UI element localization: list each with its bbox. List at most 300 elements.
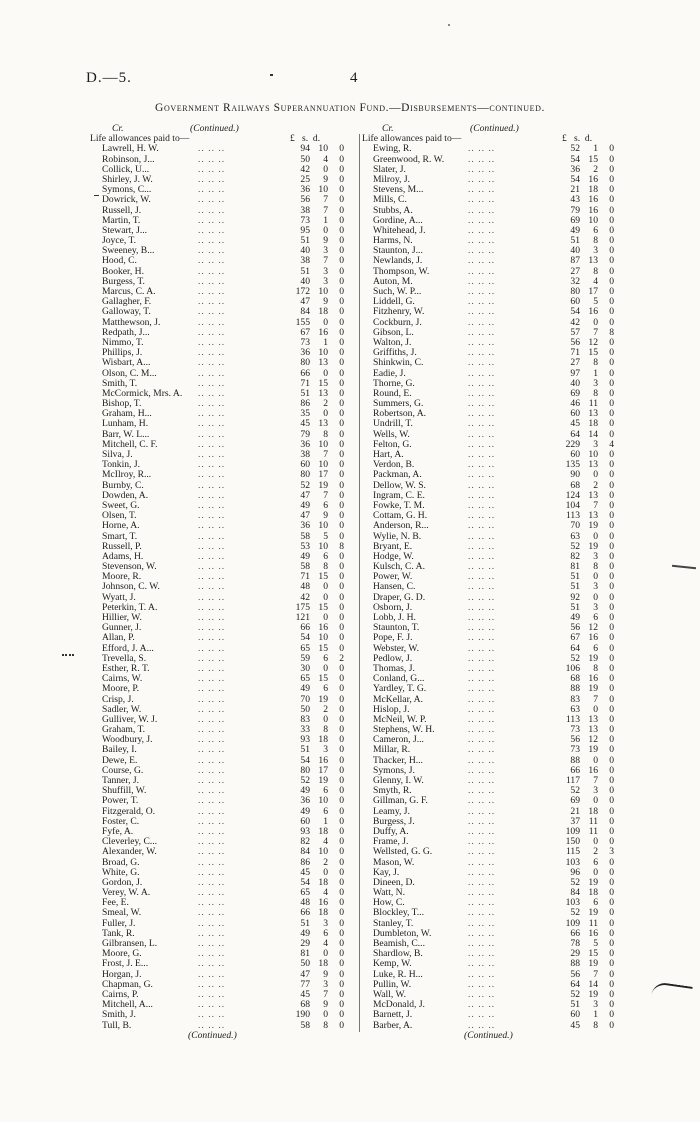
amount-shillings: 1 (593, 367, 598, 379)
allowance-row (90, 684, 358, 694)
payee-name: Moore, R. (102, 571, 142, 583)
allowance-row (90, 847, 358, 857)
amount-pounds: 117 (565, 775, 580, 786)
payee-name: Leamy, J. (373, 805, 410, 817)
amount-pence: 0 (339, 999, 344, 1011)
amount-pence: 0 (609, 336, 614, 348)
leader-dots: .. .. .. (198, 1019, 226, 1031)
amount-pence: 0 (339, 601, 344, 613)
amount-pence: 0 (609, 866, 614, 878)
amount-shillings: 1 (593, 1009, 598, 1021)
amount-shillings: 17 (318, 764, 328, 776)
amount-pounds: 51 (300, 265, 310, 277)
leader-dots: .. .. .. (198, 347, 226, 359)
amount-shillings: 0 (323, 163, 328, 175)
amount-shillings: 15 (588, 347, 598, 359)
leader-dots: .. .. .. (198, 775, 226, 786)
amount-shillings: 10 (318, 184, 328, 196)
amount-shillings: 15 (318, 673, 328, 685)
payee-name: Gordine, A... (373, 214, 423, 226)
leader-dots: .. .. .. (198, 173, 226, 185)
payee-name: Barber, A. (373, 1019, 413, 1031)
amount-pence: 0 (339, 286, 344, 297)
payee-name: Frost, J. E... (102, 958, 149, 970)
amount-pence: 0 (339, 805, 344, 817)
allowance-row (362, 358, 626, 368)
amount-pence: 0 (339, 581, 344, 593)
payee-name: Woodbury, J. (102, 734, 153, 746)
amount-pounds: 73 (300, 214, 310, 226)
amount-pounds: 88 (570, 754, 580, 766)
amount-pence: 0 (609, 489, 614, 501)
amount-shillings: 13 (588, 489, 598, 501)
amount-shillings: 13 (318, 418, 328, 430)
amount-pence: 0 (609, 214, 614, 226)
amount-pounds: 48 (300, 897, 310, 909)
amount-pence: 0 (609, 398, 614, 410)
leader-dots: .. .. .. (198, 316, 226, 328)
amount-pence: 0 (609, 153, 614, 165)
amount-shillings: 18 (318, 907, 328, 919)
payee-name: Course, G. (102, 764, 144, 776)
payee-name: Symons, C... (102, 184, 152, 196)
amount-pence: 0 (609, 286, 614, 297)
amount-pounds: 47 (300, 489, 310, 501)
amount-shillings: 18 (588, 418, 598, 430)
amount-pounds: 45 (300, 988, 310, 1000)
amount-pence: 0 (609, 449, 614, 460)
payee-name: Wells, W. (373, 428, 410, 440)
payee-name: Gunner, J. (102, 622, 142, 634)
amount-pence: 4 (609, 438, 614, 450)
amount-pence: 0 (339, 907, 344, 919)
leader-dots: .. .. .. (198, 713, 226, 725)
leader-dots: .. .. .. (198, 673, 226, 685)
leader-dots: .. .. .. (198, 367, 226, 379)
amount-pounds: 90 (570, 469, 580, 481)
amount-pounds: 96 (570, 866, 580, 878)
printer-mark (270, 74, 273, 76)
amount-pence: 0 (609, 204, 614, 216)
leader-dots: .. .. .. (198, 469, 226, 481)
leader-dots: .. .. .. (468, 999, 496, 1011)
leader-dots: .. .. .. (198, 978, 226, 990)
amount-shillings: 3 (323, 245, 328, 257)
amount-pence: 0 (339, 459, 344, 471)
amount-pounds: 64 (570, 428, 580, 440)
leader-dots: .. .. .. (468, 978, 496, 990)
amount-shillings: 16 (318, 326, 328, 338)
payee-name: Newlands, J. (373, 255, 423, 267)
amount-shillings: 13 (588, 510, 598, 522)
margin-scratch (651, 981, 693, 1000)
amount-pounds: 66 (300, 367, 310, 379)
amount-pounds: 63 (570, 703, 580, 715)
amount-pence: 0 (339, 978, 344, 990)
amount-pence: 0 (609, 713, 614, 725)
payee-name: Such, W. P... (373, 286, 422, 297)
amount-pounds: 50 (300, 958, 310, 970)
amount-pence: 0 (339, 856, 344, 868)
amount-pence: 0 (609, 968, 614, 980)
allowance-row (362, 1010, 626, 1020)
amount-shillings: 19 (588, 988, 598, 1000)
amount-pounds: 172 (295, 286, 310, 297)
payee-name: Fee, E. (102, 897, 129, 909)
amount-pence: 0 (609, 703, 614, 715)
payee-name: Packman, A. (373, 469, 422, 481)
amount-shillings: 19 (588, 540, 598, 552)
payee-name: Ingram, C. E. (373, 489, 425, 501)
payee-name: McKellar, A. (373, 693, 423, 705)
amount-pounds: 87 (570, 255, 580, 267)
payee-name: Wellsted, G. G. (373, 846, 433, 858)
amount-pence: 0 (339, 887, 344, 899)
amount-pounds: 88 (570, 958, 580, 970)
margin-scratch (672, 565, 696, 569)
amount-shillings: 3 (593, 601, 598, 613)
amount-pence: 0 (609, 622, 614, 634)
payee-name: Gordon, J. (102, 876, 143, 888)
payee-name: Shirley, J. W. (102, 173, 153, 185)
amount-pounds: 70 (570, 520, 580, 532)
payee-name: Symons, J. (373, 764, 415, 776)
payee-name: Milroy, J. (373, 173, 410, 185)
payee-name: Shinkwin, C. (373, 357, 424, 369)
payee-name: Lunham, H. (102, 418, 149, 430)
amount-pounds: 71 (300, 377, 310, 389)
amount-pounds: 86 (300, 398, 310, 410)
amount-pounds: 60 (570, 1009, 580, 1021)
payee-name: Stevens, M... (373, 184, 424, 196)
payee-name: Staunton, T. (373, 622, 420, 634)
amount-shillings: 18 (588, 184, 598, 196)
amount-pence: 0 (609, 673, 614, 685)
amount-pounds: 27 (570, 265, 580, 277)
amount-shillings: 3 (593, 438, 598, 450)
leader-dots: .. .. .. (198, 612, 226, 623)
amount-pence: 0 (609, 265, 614, 277)
amount-pence: 0 (609, 805, 614, 817)
amount-shillings: 10 (588, 214, 598, 226)
amount-pounds: 66 (300, 622, 310, 634)
amount-pence: 0 (339, 632, 344, 644)
leader-dots: .. .. .. (468, 316, 496, 328)
amount-pounds: 84 (570, 887, 580, 899)
amount-pence: 0 (609, 316, 614, 328)
leader-dots: .. .. .. (198, 948, 226, 960)
payee-name: Matthewson, J. (102, 316, 161, 328)
leader-dots: .. .. .. (468, 357, 496, 369)
payee-name: Johnson, C. W. (102, 581, 160, 593)
leader-dots: .. .. .. (468, 540, 496, 552)
amount-shillings: 7 (323, 489, 328, 501)
payee-name: Wylie, N. B. (373, 530, 422, 542)
amount-pence: 0 (609, 825, 614, 837)
amount-pounds: 60 (570, 449, 580, 460)
amount-pence: 0 (609, 184, 614, 196)
payee-name: Slater, J. (373, 163, 406, 175)
payee-name: How, C. (373, 897, 405, 909)
payee-name: Horne, A. (102, 520, 140, 532)
amount-pence: 0 (609, 550, 614, 562)
payee-name: Pedlow, J. (373, 652, 413, 664)
amount-pence: 0 (339, 173, 344, 185)
amount-shillings: 7 (593, 499, 598, 511)
amount-shillings: 6 (323, 652, 328, 664)
amount-pounds: 64 (570, 642, 580, 654)
leader-dots: .. .. .. (468, 683, 496, 695)
page-reference: D.—5. (86, 70, 132, 86)
amount-pounds: 54 (300, 754, 310, 766)
amount-shillings: 8 (593, 561, 598, 573)
payee-name: Mills, C. (373, 194, 407, 206)
leader-dots: .. .. .. (198, 897, 226, 909)
leader-dots: .. .. .. (198, 999, 226, 1011)
payee-name: White, G. (102, 866, 140, 878)
amount-pence: 0 (339, 469, 344, 481)
amount-pence: 0 (339, 499, 344, 511)
amount-shillings: 13 (588, 408, 598, 420)
leader-dots: .. .. .. (198, 428, 226, 440)
payee-name: Undrill, T. (373, 418, 413, 430)
payee-name: Galloway, T. (102, 306, 151, 318)
payee-name: Round, E. (373, 387, 412, 399)
amount-pence: 0 (609, 1009, 614, 1021)
payee-name: McNeil, W. P. (373, 713, 427, 725)
leader-dots: .. .. .. (468, 988, 496, 1000)
amount-shillings: 16 (588, 673, 598, 685)
payee-name: Chapman, G. (102, 978, 153, 990)
amount-pence: 0 (339, 530, 344, 542)
leader-dots: .. .. .. (468, 744, 496, 756)
payee-name: Robinson, J... (102, 153, 155, 165)
amount-shillings: 19 (588, 652, 598, 664)
amount-pence: 0 (609, 836, 614, 848)
leader-dots: .. .. .. (468, 336, 496, 348)
leader-dots: .. .. .. (198, 275, 226, 287)
amount-shillings: 9 (323, 999, 328, 1011)
payee-name: Dewe, E. (102, 754, 138, 766)
amount-pence: 0 (609, 693, 614, 705)
amount-pounds: 46 (570, 398, 580, 410)
leader-dots: .. .. .. (198, 387, 226, 399)
leader-dots: .. .. .. (468, 459, 496, 471)
leader-dots: .. .. .. (198, 805, 226, 817)
payee-name: Bishop, T. (102, 398, 142, 410)
payee-name: Burnby, C. (102, 479, 144, 491)
amount-pounds: 58 (300, 1019, 310, 1031)
amount-pence: 0 (609, 927, 614, 939)
amount-shillings: 18 (318, 958, 328, 970)
payee-name: Shuffill, W. (102, 785, 147, 797)
amount-pounds: 21 (570, 805, 580, 817)
amount-shillings: 16 (588, 306, 598, 318)
leader-dots: .. .. .. (468, 214, 496, 226)
amount-pence: 0 (609, 988, 614, 1000)
leader-dots: .. .. .. (198, 224, 226, 236)
leader-dots: .. .. .. (198, 876, 226, 888)
amount-shillings: 0 (323, 1009, 328, 1021)
amount-shillings: 2 (593, 479, 598, 491)
payee-name: Cairns, P. (102, 988, 139, 1000)
amount-shillings: 7 (593, 775, 598, 786)
amount-pounds: 109 (565, 917, 580, 929)
leader-dots: .. .. .. (198, 795, 226, 807)
leader-dots: .. .. .. (198, 642, 226, 654)
amount-pence: 0 (609, 581, 614, 593)
amount-shillings: 16 (318, 622, 328, 634)
amount-pounds: 52 (570, 540, 580, 552)
amount-pence: 0 (339, 591, 344, 603)
leader-dots: .. .. .. (468, 673, 496, 685)
payee-name: Barr, W. L... (102, 428, 150, 440)
leader-dots: .. .. .. (468, 184, 496, 196)
amount-shillings: 3 (323, 917, 328, 929)
amount-pounds: 92 (570, 591, 580, 603)
amount-pounds: 113 (565, 510, 580, 522)
amount-pounds: 88 (570, 683, 580, 695)
amount-shillings: 16 (588, 764, 598, 776)
leader-dots: .. .. .. (468, 520, 496, 532)
cr-label: Cr. (382, 123, 394, 134)
payee-name: Graham, H... (102, 408, 152, 420)
amount-pounds: 56 (570, 336, 580, 348)
leader-dots: .. .. .. (198, 510, 226, 522)
left-column (90, 124, 358, 1041)
amount-pence: 0 (609, 275, 614, 287)
amount-pounds: 81 (570, 561, 580, 573)
amount-shillings: 14 (588, 428, 598, 440)
amount-pounds: 51 (570, 601, 580, 613)
amount-shillings: 0 (593, 866, 598, 878)
amount-pence: 0 (339, 622, 344, 634)
allowance-list (90, 144, 358, 1030)
amount-shillings: 19 (588, 958, 598, 970)
leader-dots: .. .. .. (198, 459, 226, 471)
leader-dots: .. .. .. (198, 377, 226, 389)
leader-dots: .. .. .. (468, 255, 496, 267)
column-divider (359, 134, 360, 1032)
amount-pence: 0 (609, 754, 614, 766)
leader-dots: .. .. .. (468, 693, 496, 705)
amount-pence: 0 (609, 499, 614, 511)
amount-shillings: 9 (323, 968, 328, 980)
payee-name: Russell, P. (102, 540, 142, 552)
amount-pounds: 80 (300, 469, 310, 481)
amount-pounds: 29 (570, 948, 580, 960)
payee-name: Watt, N. (373, 887, 405, 899)
amount-shillings: 3 (593, 245, 598, 257)
leader-dots: .. .. .. (468, 194, 496, 206)
amount-shillings: 0 (323, 612, 328, 623)
leader-dots: .. .. .. (198, 815, 226, 827)
amount-pounds: 35 (300, 408, 310, 420)
payee-name: Hart, A. (373, 449, 404, 460)
amount-shillings: 8 (323, 724, 328, 736)
leader-dots: .. .. .. (198, 326, 226, 338)
amount-pence: 0 (609, 642, 614, 654)
payee-name: Eadie, J. (373, 367, 406, 379)
amount-pence: 0 (609, 245, 614, 257)
amount-pounds: 54 (570, 173, 580, 185)
amount-pence: 0 (339, 836, 344, 848)
amount-pounds: 73 (570, 724, 580, 736)
amount-shillings: 14 (588, 978, 598, 990)
amount-shillings: 12 (588, 336, 598, 348)
amount-shillings: 3 (593, 581, 598, 593)
amount-shillings: 0 (323, 408, 328, 420)
leader-dots: .. .. .. (468, 499, 496, 511)
amount-pounds: 54 (300, 876, 310, 888)
amount-pence: 0 (609, 612, 614, 623)
amount-shillings: 16 (588, 632, 598, 644)
leader-dots: .. .. .. (198, 703, 226, 715)
continued-text: (Continued.) (464, 1029, 513, 1041)
amount-pounds: 49 (570, 224, 580, 236)
amount-shillings: 16 (588, 173, 598, 185)
amount-pence: 0 (609, 744, 614, 756)
amount-shillings: 15 (588, 948, 598, 960)
amount-shillings: 13 (318, 357, 328, 369)
leader-dots: .. .. .. (198, 866, 226, 878)
amount-pounds: 54 (300, 632, 310, 644)
leader-dots: .. .. .. (468, 1009, 496, 1021)
amount-shillings: 11 (588, 398, 598, 410)
leader-dots: .. .. .. (198, 938, 226, 949)
payee-name: Broad, G. (102, 856, 140, 868)
amount-shillings: 0 (323, 581, 328, 593)
leader-dots: .. .. .. (468, 754, 496, 766)
amount-pence: 0 (339, 795, 344, 807)
amount-pence: 0 (609, 296, 614, 308)
payee-name: Peterkin, T. A. (102, 601, 158, 613)
amount-shillings: 16 (588, 927, 598, 939)
amount-shillings: 16 (318, 754, 328, 766)
leader-dots: .. .. .. (468, 571, 496, 583)
payee-name: Hillier, W. (102, 612, 142, 623)
amount-pence: 0 (339, 306, 344, 318)
amount-shillings: 12 (588, 622, 598, 634)
payee-name: Power, W. (373, 571, 413, 583)
amount-pounds: 81 (300, 948, 310, 960)
amount-pence: 0 (609, 632, 614, 644)
amount-pounds: 45 (570, 418, 580, 430)
amount-pounds: 83 (570, 693, 580, 705)
amount-pounds: 79 (570, 204, 580, 216)
amount-shillings: 15 (588, 153, 598, 165)
amount-pence: 0 (339, 550, 344, 562)
payee-name: Martin, T. (102, 214, 141, 226)
leader-dots: .. .. .. (468, 204, 496, 216)
margin-mark (62, 654, 74, 659)
amount-pounds: 40 (300, 245, 310, 257)
leader-dots: .. .. .. (468, 785, 496, 797)
leader-dots: .. .. .. (198, 153, 226, 165)
amount-pounds: 78 (570, 938, 580, 949)
payee-name: Thompson, W. (373, 265, 430, 277)
amount-pence: 0 (609, 724, 614, 736)
leader-dots: .. .. .. (198, 988, 226, 1000)
leader-dots: .. .. .. (198, 887, 226, 899)
leader-dots: .. .. .. (198, 764, 226, 776)
payee-name: Allan, P. (102, 632, 135, 644)
payee-name: Summers, G. (373, 398, 424, 410)
leader-dots: .. .. .. (468, 632, 496, 644)
amount-pence: 0 (339, 846, 344, 858)
leader-dots: .. .. .. (198, 724, 226, 736)
amount-pounds: 57 (570, 326, 580, 338)
